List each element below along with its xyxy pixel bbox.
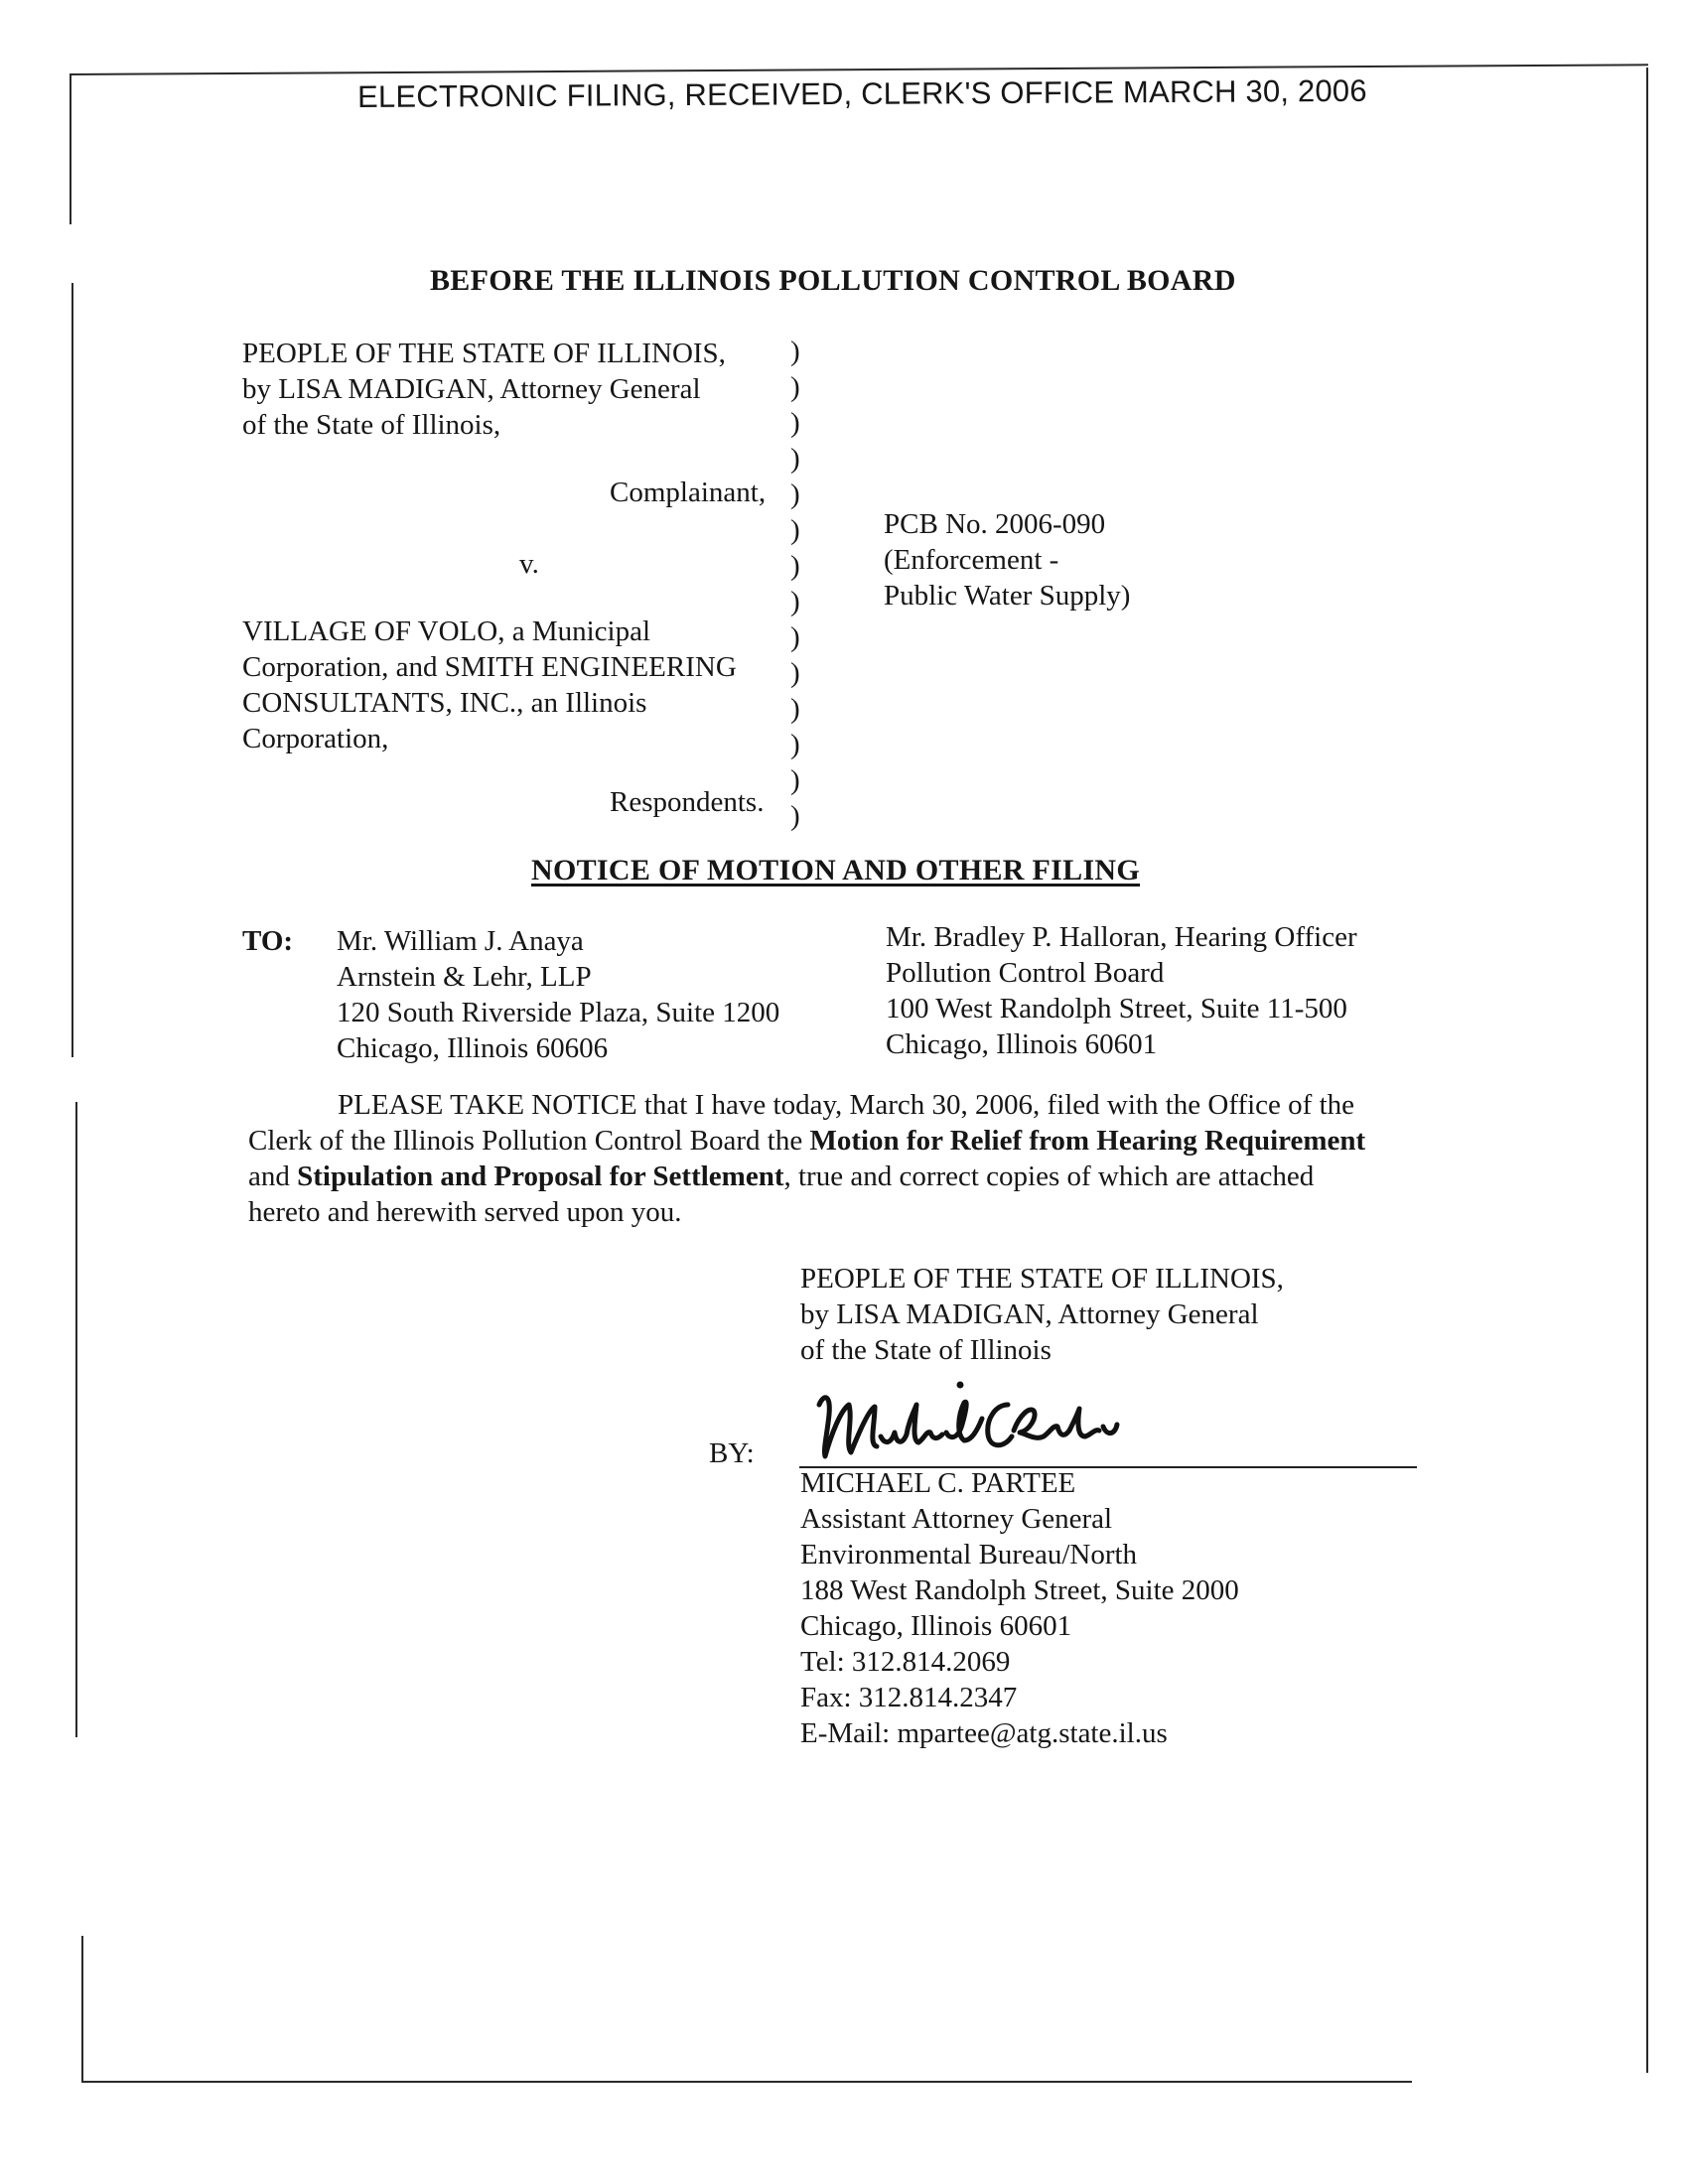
paren: ) [790,336,800,367]
paren: ) [790,586,800,617]
paren: ) [790,550,800,582]
by-label: BY: [709,1437,755,1469]
party-line: PEOPLE OF THE STATE OF ILLINOIS, [800,1263,1284,1295]
party-line: of the State of Illinois [800,1334,1052,1366]
signer-line: Chicago, Illinois 60601 [800,1610,1072,1642]
paragraph-text: , true and correct copies of which are attached [783,1160,1315,1192]
paragraph-text: PLEASE TAKE NOTICE that I have today, March 30, 2006, filed with the Office of the [338,1089,1354,1121]
paren: ) [790,693,800,725]
paragraph-line [248,1159,1365,1194]
recipient-left [337,923,779,1066]
caption-parentheses [790,334,800,834]
paren: ) [790,800,800,832]
paren: ) [790,371,800,403]
signature-party-block [800,1261,1284,1368]
paren: ) [790,407,800,439]
page-border-bottom [81,2081,1412,2083]
signer-line: Tel: 312.814.2069 [800,1646,1011,1678]
page-border-top [70,64,1648,75]
paren: ) [790,443,800,475]
complainant-role: Complainant, [610,477,767,508]
signer-line: Environmental Bureau/North [800,1539,1138,1570]
case-line: Public Water Supply) [884,580,1131,612]
page-border-left-3 [75,1102,77,1737]
notice-paragraph [248,1087,1365,1230]
page-border-left-4 [81,1936,83,2081]
signer-line: 188 West Randolph Street, Suite 2000 [800,1574,1239,1606]
respondent-role: Respondents. [610,786,765,818]
recipient-line: Arnstein & Lehr, LLP [337,961,592,993]
page-border-left-2 [71,283,73,1057]
handwritten-signature [809,1375,1127,1469]
to-label: TO: [242,925,294,957]
recipient-line: 120 South Riverside Plaza, Suite 1200 [337,997,780,1028]
caption-line: of the State of Illinois, [242,409,501,441]
notice-title: NOTICE OF MOTION AND OTHER FILING [531,854,1141,887]
caption-line: Corporation, [242,723,389,754]
paren: ) [790,764,800,796]
recipient-line: Chicago, Illinois 60606 [337,1032,609,1064]
signer-line: Assistant Attorney General [800,1503,1113,1535]
signer-block [800,1465,1239,1751]
paragraph-line [248,1123,1365,1159]
recipient-line: Chicago, Illinois 60601 [886,1028,1158,1060]
recipient-line: Pollution Control Board [886,957,1165,989]
caption-line: CONSULTANTS, INC., an Illinois [242,687,647,719]
paragraph-text: hereto and herewith served upon you. [248,1196,682,1228]
filing-banner: ELECTRONIC FILING, RECEIVED, CLERK'S OFFICE MARCH 30, 2006 [357,72,1367,114]
paragraph-text: and [248,1160,298,1192]
complainant-block [242,336,726,443]
case-line: (Enforcement - [884,544,1059,576]
paren: ) [790,657,800,689]
case-line: PCB No. 2006-090 [884,508,1106,540]
caption-line: by LISA MADIGAN, Attorney General [242,373,701,405]
board-heading: BEFORE THE ILLINOIS POLLUTION CONTROL BOARD [430,264,1236,297]
caption-line: Corporation, and SMITH ENGINEERING [242,651,737,683]
page-border-left-1 [70,75,71,224]
recipient-right [886,919,1357,1062]
paren: ) [790,729,800,760]
party-line: by LISA MADIGAN, Attorney General [800,1298,1259,1330]
caption-line: PEOPLE OF THE STATE OF ILLINOIS, [242,338,726,369]
respondent-block [242,614,737,756]
recipient-line: Mr. William J. Anaya [337,925,584,957]
caption-line: VILLAGE OF VOLO, a Municipal [242,615,651,647]
signer-line: MICHAEL C. PARTEE [800,1467,1076,1499]
paragraph-line [248,1087,1365,1123]
recipient-line: Mr. Bradley P. Halloran, Hearing Officer [886,921,1357,953]
versus-label: v. [519,548,539,580]
signer-line: E-Mail: mpartee@atg.state.il.us [800,1717,1168,1749]
page-border-right [1646,68,1648,2073]
paren: ) [790,621,800,653]
paragraph-text: Clerk of the Illinois Pollution Control Board the [248,1125,810,1157]
paren: ) [790,478,800,510]
signer-line: Fax: 312.814.2347 [800,1682,1018,1713]
paren: ) [790,514,800,546]
motion-title: Motion for Relief from Hearing Requirement [809,1125,1366,1157]
recipient-line: 100 West Randolph Street, Suite 11-500 [886,993,1347,1024]
stipulation-title: Stipulation and Proposal for Settlement [297,1160,784,1192]
paragraph-line [248,1194,1365,1230]
case-number-block [884,506,1130,614]
